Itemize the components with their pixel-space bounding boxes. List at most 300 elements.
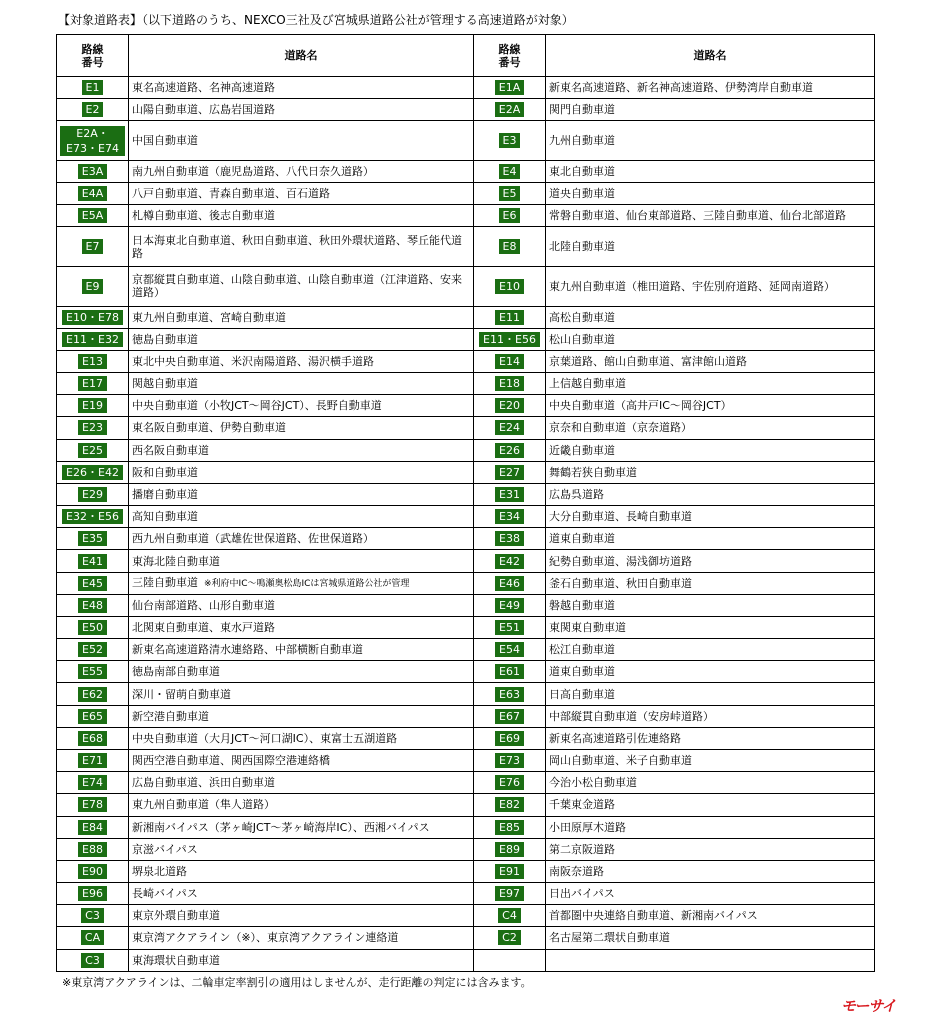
- route-code-cell: [57, 838, 129, 860]
- road-name: 関西空港自動車道、関西国際空港連絡橋: [132, 754, 330, 768]
- route-code-cell: [57, 794, 129, 816]
- mosai-logo: モーサイ: [841, 997, 896, 1015]
- road-name-cell: [129, 749, 474, 771]
- route-code-badge: E10: [495, 279, 524, 294]
- road-name: 中央自動車道（高井戸IC～岡谷JCT）: [549, 399, 732, 413]
- road-name-cell: [129, 461, 474, 483]
- road-name: 深川・留萌自動車道: [132, 687, 231, 701]
- road-name: 東九州自動車道、宮崎自動車道: [132, 310, 286, 324]
- table-row: [57, 528, 875, 550]
- road-name: 広島自動車道、浜田自動車道: [132, 776, 275, 790]
- road-name-cell: [546, 461, 875, 483]
- route-code-cell: [474, 373, 546, 395]
- road-name-cell: [129, 905, 474, 927]
- table-row: [57, 373, 875, 395]
- road-name-cell: [546, 860, 875, 882]
- road-name: 道央自動車道: [549, 187, 615, 201]
- route-code-cell: [474, 860, 546, 882]
- route-code-cell: [474, 816, 546, 838]
- route-code-cell: [474, 905, 546, 927]
- route-code-cell: [57, 461, 129, 483]
- road-name: 日高自動車道: [549, 687, 615, 701]
- route-code-badge: E48: [78, 598, 107, 613]
- route-code-badge: C2: [498, 930, 521, 945]
- road-name: 京滋バイパス: [132, 842, 198, 856]
- route-number-header-line: 路線: [498, 42, 521, 56]
- route-code-cell: [57, 572, 129, 594]
- table-row: [57, 417, 875, 439]
- road-name: 新東名高速道路清水連絡路、中部横断自動車道: [132, 643, 363, 657]
- road-name-cell: [129, 572, 474, 594]
- road-name: 東京湾アクアライン（※）、東京湾アクアライン連絡道: [132, 931, 399, 945]
- road-name: 新東名高速道路、新名神高速道路、伊勢湾岸自動車道: [549, 81, 813, 95]
- route-code-badge: E6: [499, 208, 521, 223]
- road-name-cell: [546, 373, 875, 395]
- road-name-cell: [546, 350, 875, 372]
- route-code-badge: E38: [495, 531, 524, 546]
- road-name: 東関東自動車道: [549, 621, 626, 635]
- road-name: 播磨自動車道: [132, 488, 198, 501]
- road-name: 中国自動車道: [132, 134, 198, 148]
- road-name: 阪和自動車道: [132, 465, 198, 479]
- road-name-cell: [546, 594, 875, 616]
- route-code-cell: [474, 205, 546, 227]
- table-row: [57, 461, 875, 483]
- table-row: [57, 683, 875, 705]
- road-name-cell: [546, 328, 875, 350]
- footnote: ※東京湾アクアラインは、二輪車定率割引の適用はしませんが、走行距離の判定には含みます。: [62, 976, 532, 989]
- route-code-cell: [57, 439, 129, 461]
- road-name: 西九州自動車道（武雄佐世保道路、佐世保道路）: [132, 532, 374, 546]
- road-name-cell: [129, 439, 474, 461]
- route-code-badge: E19: [78, 398, 107, 413]
- table-row: [57, 328, 875, 350]
- table-row: [57, 594, 875, 616]
- route-code-cell: [474, 395, 546, 417]
- route-code-badge: E97: [495, 886, 524, 901]
- route-code-cell: [474, 661, 546, 683]
- route-code-cell: [57, 77, 129, 99]
- road-name: 松山自動車道: [549, 332, 615, 346]
- route-code-badge: E7: [82, 239, 104, 254]
- road-name: 高松自動車道: [549, 310, 615, 324]
- route-code-cell: [57, 227, 129, 267]
- road-name-cell: [129, 328, 474, 350]
- route-code-badge: E14: [495, 354, 524, 369]
- route-code-badge: C3: [81, 908, 104, 923]
- route-code-cell: [57, 183, 129, 205]
- route-number-header: [57, 35, 129, 77]
- route-code-badge: E1A: [495, 80, 524, 95]
- route-code-badge: E3: [499, 133, 521, 148]
- road-name: 関門自動車道: [549, 103, 615, 117]
- route-code-cell: [474, 266, 546, 306]
- road-name-cell: [546, 705, 875, 727]
- road-name-cell: [129, 227, 474, 267]
- route-code-badge: E51: [495, 620, 524, 635]
- road-name-cell: [546, 727, 875, 749]
- road-name-cell: [546, 572, 875, 594]
- table-row: [57, 616, 875, 638]
- road-name-cell: [129, 183, 474, 205]
- route-code-badge: E23: [78, 420, 107, 435]
- road-name: 常磐自動車道、仙台東部道路、三陸自動車道、仙台北部道路: [549, 209, 846, 223]
- table-row: [57, 160, 875, 182]
- route-code-cell: [57, 328, 129, 350]
- route-number-header-line: 路線: [81, 42, 104, 56]
- route-code-cell: [474, 550, 546, 572]
- road-name: 徳島自動車道: [132, 332, 198, 346]
- table-header-row: [57, 35, 875, 77]
- road-name-cell: [546, 616, 875, 638]
- route-code-cell: [474, 350, 546, 372]
- route-code-badge: E84: [78, 820, 107, 835]
- route-code-cell: [474, 99, 546, 121]
- route-code-cell: [474, 160, 546, 182]
- road-name-cell: [129, 616, 474, 638]
- road-name: 仙台南部道路、山形自動車道: [132, 598, 275, 612]
- route-code-badge: E54: [495, 642, 524, 657]
- road-name: 南九州自動車道（鹿児島道路、八代日奈久道路）: [132, 164, 374, 178]
- road-name: 長崎バイパス: [132, 887, 198, 901]
- road-name: 東海環状自動車道: [132, 953, 220, 967]
- road-name-cell: [546, 506, 875, 528]
- road-name: 東九州自動車道（椎田道路、宇佐別府道路、延岡南道路）: [549, 279, 835, 293]
- road-name: 三陸自動車道: [132, 575, 198, 589]
- road-name: 山陽自動車道、広島岩国道路: [132, 103, 275, 117]
- road-name-cell: [129, 816, 474, 838]
- road-name-cell: [129, 927, 474, 949]
- route-code-badge: E96: [78, 886, 107, 901]
- route-code-badge: E2A・E73・E74: [60, 126, 125, 156]
- route-code-badge: E5A: [78, 208, 107, 223]
- route-code-cell: [474, 183, 546, 205]
- road-name-header: 道路名: [546, 35, 875, 77]
- route-code-cell: [474, 794, 546, 816]
- route-code-cell: [57, 639, 129, 661]
- table-row: [57, 794, 875, 816]
- route-code-cell: [57, 550, 129, 572]
- route-code-cell: [57, 205, 129, 227]
- road-name-cell: [546, 905, 875, 927]
- route-code-badge: E4: [499, 164, 521, 179]
- route-code-cell: [57, 373, 129, 395]
- road-name-cell: [546, 306, 875, 328]
- road-name: 名古屋第二環状自動車道: [549, 931, 670, 945]
- route-code-badge: E24: [495, 420, 524, 435]
- route-code-badge: E91: [495, 864, 524, 879]
- route-code-badge: C3: [81, 953, 104, 968]
- road-name-cell: [129, 838, 474, 860]
- road-name: 京葉道路、館山自動車道、富津館山道路: [549, 354, 747, 368]
- road-name-cell: [129, 594, 474, 616]
- route-code-badge: E31: [495, 487, 524, 502]
- road-name-cell: [129, 350, 474, 372]
- route-code-cell: [57, 883, 129, 905]
- road-name-cell: [129, 417, 474, 439]
- road-name: 大分自動車道、長崎自動車道: [549, 510, 692, 524]
- route-code-cell: [57, 816, 129, 838]
- route-code-cell: [57, 772, 129, 794]
- road-name-cell: [129, 683, 474, 705]
- road-name-cell: [546, 949, 875, 971]
- road-name: 岡山自動車道、米子自動車道: [549, 754, 692, 768]
- route-code-cell: [474, 483, 546, 505]
- road-name-cell: [546, 883, 875, 905]
- route-code-badge: C4: [498, 908, 521, 923]
- road-name-cell: [546, 77, 875, 99]
- road-name: 南阪奈道路: [549, 864, 604, 878]
- table-row: [57, 860, 875, 882]
- route-code-badge: E3A: [78, 164, 107, 179]
- road-name: 八戸自動車道、青森自動車道、百石道路: [132, 187, 330, 201]
- road-name-cell: [129, 266, 474, 306]
- road-name: 西名阪自動車道: [132, 443, 209, 457]
- table-row: [57, 927, 875, 949]
- road-name: 東北自動車道: [549, 164, 615, 178]
- road-name: 札樽自動車道、後志自動車道: [132, 209, 275, 223]
- road-name-cell: [546, 550, 875, 572]
- table-row: [57, 949, 875, 971]
- road-name: 東名阪自動車道、伊勢自動車道: [132, 421, 286, 435]
- road-name: 中央自動車道（小牧JCT～岡谷JCT）、長野自動車道: [132, 399, 382, 413]
- road-name-cell: [546, 227, 875, 267]
- route-code-badge: E42: [495, 554, 524, 569]
- route-code-badge: E1: [82, 80, 104, 95]
- road-name-cell: [546, 99, 875, 121]
- route-code-badge: E29: [78, 487, 107, 502]
- route-code-badge: E78: [78, 797, 107, 812]
- table-row: [57, 639, 875, 661]
- road-name-cell: [546, 816, 875, 838]
- road-name-cell: [129, 794, 474, 816]
- route-code-badge: E85: [495, 820, 524, 835]
- road-name-cell: [546, 794, 875, 816]
- route-code-cell: [57, 927, 129, 949]
- road-name-cell: [546, 838, 875, 860]
- road-name-cell: [129, 77, 474, 99]
- table-row: [57, 350, 875, 372]
- road-name: 新湘南バイパス（茅ヶ崎JCT～茅ヶ崎海岸IC）、西湘バイパス: [132, 820, 430, 834]
- road-name: 紀勢自動車道、湯浅御坊道路: [549, 554, 692, 568]
- route-code-cell: [474, 949, 546, 971]
- route-number-header-line: 番号: [498, 55, 521, 69]
- route-code-cell: [474, 417, 546, 439]
- road-name-cell: [546, 439, 875, 461]
- route-code-badge: E63: [495, 687, 524, 702]
- road-name: 東海北陸自動車道: [132, 554, 220, 568]
- table-row: [57, 749, 875, 771]
- route-code-badge: E82: [495, 797, 524, 812]
- route-number-header-line: 番号: [81, 55, 104, 69]
- road-name-cell: [546, 639, 875, 661]
- route-code-badge: E2A: [495, 102, 524, 117]
- route-code-badge: E10・E78: [62, 310, 123, 325]
- route-code-cell: [474, 439, 546, 461]
- route-code-cell: [57, 506, 129, 528]
- route-code-badge: E9: [82, 279, 104, 294]
- route-code-badge: E18: [495, 376, 524, 391]
- road-name: 道東自動車道: [549, 532, 615, 546]
- route-code-cell: [57, 905, 129, 927]
- route-code-cell: [57, 528, 129, 550]
- route-code-cell: [474, 461, 546, 483]
- route-code-cell: [474, 705, 546, 727]
- table-row: [57, 77, 875, 99]
- route-code-cell: [474, 683, 546, 705]
- road-name: 徳島南部自動車道: [132, 665, 220, 679]
- table-row: [57, 395, 875, 417]
- table-row: [57, 121, 875, 161]
- route-code-cell: [474, 616, 546, 638]
- road-name-cell: [129, 705, 474, 727]
- road-name-cell: [546, 661, 875, 683]
- route-code-cell: [474, 227, 546, 267]
- route-code-cell: [57, 483, 129, 505]
- route-code-badge: E62: [78, 687, 107, 702]
- road-name: 東名高速道路、名神高速道路: [132, 81, 275, 95]
- route-code-cell: [57, 949, 129, 971]
- route-code-badge: E52: [78, 642, 107, 657]
- table-row: [57, 99, 875, 121]
- route-code-badge: CA: [81, 930, 104, 945]
- road-name-cell: [546, 528, 875, 550]
- route-code-badge: E17: [78, 376, 107, 391]
- road-name-cell: [546, 266, 875, 306]
- table-row: [57, 183, 875, 205]
- route-code-badge: E20: [495, 398, 524, 413]
- road-name-cell: [129, 395, 474, 417]
- route-code-badge: E25: [78, 443, 107, 458]
- road-name-cell: [546, 683, 875, 705]
- route-code-badge: E49: [495, 598, 524, 613]
- table-row: [57, 661, 875, 683]
- road-name: 舞鶴若狭自動車道: [549, 465, 637, 479]
- route-code-badge: E65: [78, 709, 107, 724]
- road-name-cell: [129, 506, 474, 528]
- route-code-badge: E26・E42: [62, 465, 123, 480]
- table-row: [57, 227, 875, 267]
- table-row: [57, 727, 875, 749]
- road-name-cell: [129, 160, 474, 182]
- route-code-badge: E27: [495, 465, 524, 480]
- road-name: 第二京阪道路: [549, 842, 615, 856]
- road-name-cell: [129, 661, 474, 683]
- table-row: [57, 483, 875, 505]
- road-name: 広島呉道路: [549, 488, 604, 501]
- route-code-cell: [57, 160, 129, 182]
- route-code-cell: [57, 727, 129, 749]
- route-code-cell: [57, 99, 129, 121]
- road-name-cell: [129, 483, 474, 505]
- table-row: [57, 205, 875, 227]
- road-name: 東北中央自動車道、米沢南陽道路、湯沢横手道路: [132, 354, 374, 368]
- route-code-badge: E71: [78, 753, 107, 768]
- route-code-cell: [57, 594, 129, 616]
- road-name: 新東名高速道路引佐連絡路: [549, 731, 681, 745]
- road-name-cell: [129, 528, 474, 550]
- road-name: 東九州自動車道（隼人道路）: [132, 798, 275, 812]
- route-code-badge: E2: [82, 102, 104, 117]
- route-code-cell: [474, 883, 546, 905]
- road-name-cell: [546, 927, 875, 949]
- table-row: [57, 816, 875, 838]
- route-code-badge: E34: [495, 509, 524, 524]
- route-code-cell: [57, 350, 129, 372]
- road-name-cell: [546, 417, 875, 439]
- road-name: 北関東自動車道、東水戸道路: [132, 621, 275, 635]
- route-code-badge: E41: [78, 554, 107, 569]
- route-code-badge: E76: [495, 775, 524, 790]
- route-code-badge: E45: [78, 576, 107, 591]
- route-code-cell: [474, 77, 546, 99]
- route-code-badge: E68: [78, 731, 107, 746]
- route-code-badge: E11: [495, 310, 524, 325]
- route-code-cell: [474, 927, 546, 949]
- road-name: 北陸自動車道: [549, 240, 615, 254]
- road-name-cell: [129, 99, 474, 121]
- road-name: 京都縦貫自動車道、山陰自動車道、山陰自動車道（江津道路、安来道路）: [132, 273, 462, 300]
- route-code-badge: E8: [499, 239, 521, 254]
- road-name: 堺泉北道路: [132, 864, 187, 878]
- road-name-cell: [129, 205, 474, 227]
- route-code-cell: [474, 121, 546, 161]
- route-code-badge: E46: [495, 576, 524, 591]
- road-name: 上信越自動車道: [549, 377, 626, 391]
- route-code-cell: [57, 661, 129, 683]
- table-row: [57, 506, 875, 528]
- route-code-badge: E73: [495, 753, 524, 768]
- road-name: 釜石自動車道、秋田自動車道: [549, 576, 692, 590]
- road-name-cell: [129, 306, 474, 328]
- route-code-cell: [57, 417, 129, 439]
- road-name-cell: [129, 373, 474, 395]
- road-name-cell: [546, 121, 875, 161]
- route-code-cell: [474, 594, 546, 616]
- route-code-badge: E69: [495, 731, 524, 746]
- table-row: [57, 905, 875, 927]
- table-row: [57, 266, 875, 306]
- road-name: 日出バイパス: [549, 887, 615, 901]
- road-name: 高知自動車道: [132, 510, 198, 524]
- road-name: 磐越自動車道: [549, 598, 615, 612]
- table-row: [57, 883, 875, 905]
- road-name-cell: [546, 160, 875, 182]
- route-code-cell: [474, 328, 546, 350]
- route-code-cell: [57, 683, 129, 705]
- road-name: 京奈和自動車道（京奈道路）: [549, 421, 692, 435]
- table-row: [57, 772, 875, 794]
- route-code-badge: E11・E32: [62, 332, 123, 347]
- road-name-cell: [129, 772, 474, 794]
- road-name-cell: [546, 772, 875, 794]
- road-table: [56, 34, 875, 972]
- route-number-header: [474, 35, 546, 77]
- route-code-cell: [474, 506, 546, 528]
- road-name: 道東自動車道: [549, 665, 615, 679]
- road-name: 近畿自動車道: [549, 443, 615, 457]
- route-code-badge: E74: [78, 775, 107, 790]
- table-row: [57, 705, 875, 727]
- route-code-badge: E67: [495, 709, 524, 724]
- road-name-cell: [129, 639, 474, 661]
- table-row: [57, 306, 875, 328]
- table-row: [57, 550, 875, 572]
- road-name-header: 道路名: [129, 35, 474, 77]
- route-code-badge: E50: [78, 620, 107, 635]
- route-code-badge: E32・E56: [62, 509, 123, 524]
- road-name: 中央自動車道（大月JCT～河口湖IC）、東富士五湖道路: [132, 731, 398, 745]
